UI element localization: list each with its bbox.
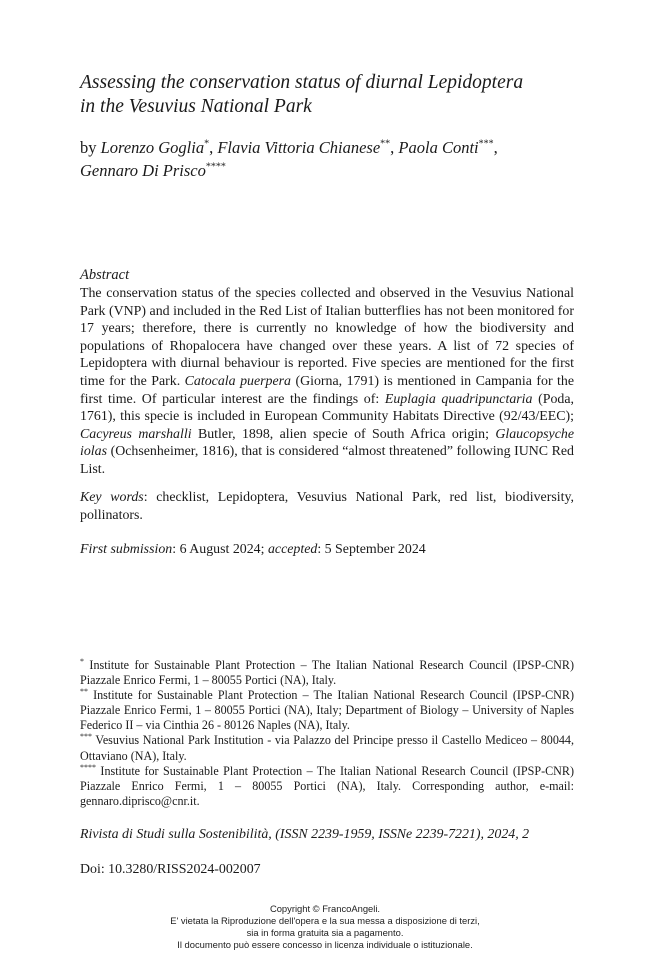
- footnote: [80, 733, 574, 763]
- footnote-mark: ***: [80, 732, 92, 742]
- keywords: [80, 489, 574, 524]
- abstract-segment: (Poda, 1761), this specie is included in European Community Habitats Directive (92/43/EEC);: [80, 391, 574, 425]
- abstract-segment: (Ochsenheimer, 1816), that is considered “almost threatened” following IUNC Red List.: [80, 444, 574, 477]
- footnote: [80, 658, 574, 688]
- footnote: [80, 764, 574, 809]
- footnote-mark: *: [80, 656, 84, 666]
- accepted-date: : 5 September 2024: [317, 542, 426, 557]
- keywords-text: : checklist, Lepidoptera, Vesuvius National Park, red list, biodiversity, pollinators.: [80, 490, 574, 523]
- submission-label: First submission: [80, 542, 173, 557]
- submission-dates: [80, 541, 574, 559]
- journal-citation: Rivista di Studi sulla Sostenibilità, (ISSN 2239-1959, ISSNe 2239-7221), 2024, 2: [80, 827, 530, 842]
- author-footnote-mark: **: [380, 138, 391, 150]
- submission-date: : 6 August 2024;: [172, 542, 268, 557]
- title-line-2: in the Vesuvius National Park: [80, 96, 312, 117]
- paper-title: [80, 71, 580, 119]
- copyright-line: Il documento può essere concesso in licenza individuale o istituzionale.: [177, 939, 473, 950]
- accepted-label: accepted: [267, 542, 318, 557]
- species-name: Cacyreus marshalli: [80, 426, 192, 442]
- author-name: Lorenzo Goglia: [100, 138, 205, 157]
- footnote-text: Institute for Sustainable Plant Protection – The Italian National Research Council (IPSP-CNR) Piazzale Enrico Fermi, 1 – 80055 Portici (NA), Italy; Department of Biology – University of Naples Federico II – via Cinthia 26 - 80126 Naples (NA), Italy.: [80, 688, 574, 733]
- footnote-mark: **: [80, 687, 88, 697]
- author-footnote-mark: *: [204, 138, 210, 150]
- author-separator: ,: [493, 138, 498, 157]
- doi: Doi: 10.3280/RISS2024-002007: [80, 862, 261, 877]
- footnote: [80, 688, 574, 733]
- species-name: Catocala puerpera: [184, 373, 291, 389]
- copyright-notice: [100, 903, 550, 951]
- abstract-heading: Abstract: [80, 267, 130, 283]
- copyright-line: sia in forma gratuita sia a pagamento.: [246, 927, 404, 938]
- author-separator: ,: [209, 138, 218, 157]
- by-word: by: [80, 138, 97, 157]
- abstract-segment: The conservation status of the species collected and observed in the Vesuvius National Park (VNP) and included in the Red List of Italian butterflies has not been monitored for 17 years; therefore, there is currently no knowledge of how the biodiversity and populations of Rhopalocera have changed over these years. A list of 72 species of Lepidoptera with diurnal behaviour is reported. Five species are mentioned for the first time for the Park.: [80, 286, 574, 389]
- footnote-text: Institute for Sustainable Plant Protection – The Italian National Research Council (IPSP-CNR) Piazzale Enrico Fermi, 1 – 80055 Portici (NA), Italy.: [80, 658, 574, 688]
- species-name: Euplagia quadripunctaria: [384, 391, 533, 407]
- author-footnote-mark: ****: [205, 161, 226, 173]
- affiliation-footnotes: [80, 658, 574, 809]
- author-byline: [80, 136, 580, 182]
- author-separator: ,: [390, 138, 399, 157]
- species-name: Glaucopsyche iolas: [80, 426, 574, 460]
- author-footnote-mark: ***: [478, 138, 494, 150]
- footnote-text: Institute for Sustainable Plant Protection – The Italian National Research Council (IPSP-CNR) Piazzale Enrico Fermi, 1 – 80055 Portici (NA), Italy. Corresponding author, e-mail: gennaro.diprisco@cnr.it.: [80, 763, 574, 808]
- author-name: Gennaro Di Prisco: [80, 161, 206, 180]
- abstract-segment: Butler, 1898, alien specie of South Africa origin;: [191, 426, 496, 442]
- copyright-line: E' vietata la Riproduzione dell'opera e la sua messa a disposizione di terzi,: [170, 915, 480, 926]
- author-name: Paola Conti: [398, 138, 479, 157]
- footnote-mark: ****: [80, 762, 96, 772]
- title-line-1: Assessing the conservation status of diurnal Lepidoptera: [80, 72, 524, 93]
- abstract-text: [80, 285, 574, 479]
- abstract-segment: (Giorna, 1791) is mentioned in Campania for the first time. Of particular interest are the findings of:: [80, 373, 575, 407]
- copyright-line: Copyright © FrancoAngeli.: [269, 903, 381, 914]
- footnote-text: Vesuvius National Park Institution - via Palazzo del Principe presso il Castello Mediceo – 80044, Ottaviano (NA), Italy.: [80, 733, 574, 763]
- keywords-label: Key words: [80, 490, 144, 505]
- author-name: Flavia Vittoria Chianese: [217, 138, 381, 157]
